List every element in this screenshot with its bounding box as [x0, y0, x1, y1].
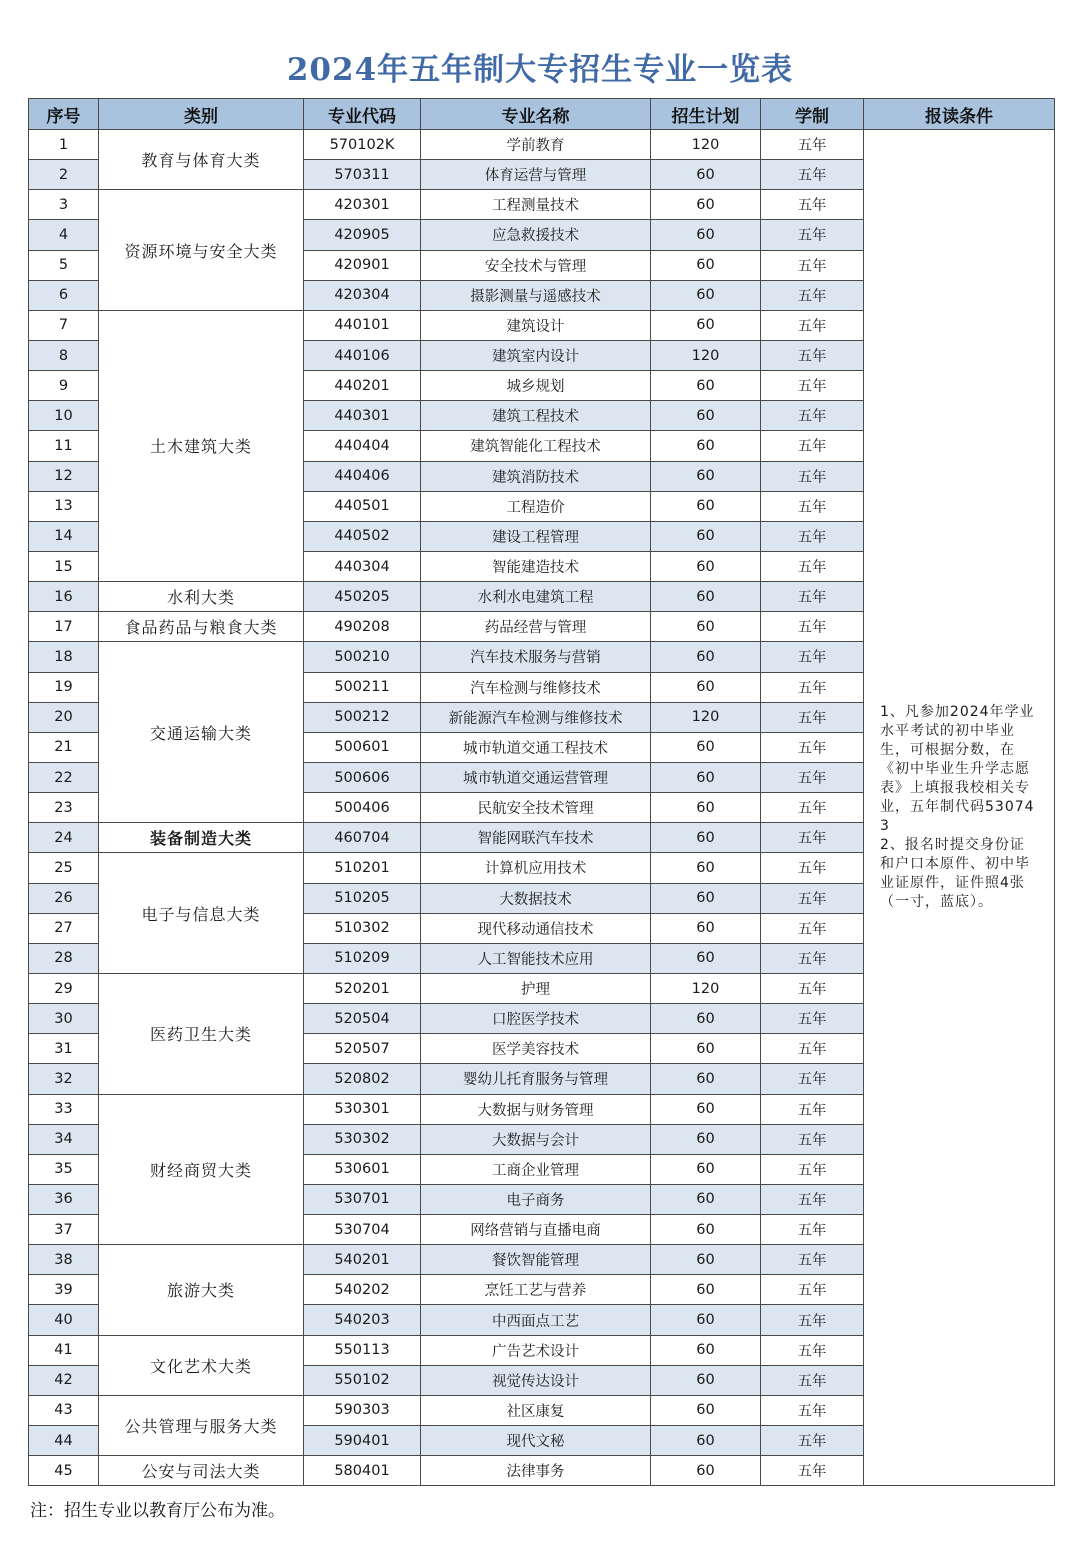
- row-plan: 60: [651, 1184, 761, 1214]
- row-seq: 35: [29, 1154, 99, 1184]
- row-code: 440304: [304, 551, 421, 581]
- row-plan: 60: [651, 431, 761, 461]
- row-seq: 17: [29, 612, 99, 642]
- header-category: 类别: [99, 99, 304, 130]
- row-seq: 13: [29, 491, 99, 521]
- row-seq: 22: [29, 762, 99, 792]
- row-duration: 五年: [761, 250, 864, 280]
- row-category: 土木建筑大类: [99, 310, 304, 581]
- row-seq: 6: [29, 280, 99, 310]
- row-code: 500210: [304, 642, 421, 672]
- row-category: 公安与司法大类: [99, 1456, 304, 1486]
- row-plan: 60: [651, 220, 761, 250]
- row-code: 420301: [304, 190, 421, 220]
- row-category: 教育与体育大类: [99, 130, 304, 190]
- row-name: 汽车检测与维修技术: [421, 672, 651, 702]
- row-seq: 10: [29, 401, 99, 431]
- row-seq: 12: [29, 461, 99, 491]
- row-category: 医药卫生大类: [99, 973, 304, 1094]
- row-duration: 五年: [761, 160, 864, 190]
- row-code: 530701: [304, 1184, 421, 1214]
- row-plan: 60: [651, 793, 761, 823]
- row-code: 450205: [304, 582, 421, 612]
- row-name: 建筑工程技术: [421, 401, 651, 431]
- row-name: 智能网联汽车技术: [421, 823, 651, 853]
- row-plan: 60: [651, 1215, 761, 1245]
- row-name: 摄影测量与遥感技术: [421, 280, 651, 310]
- row-seq: 16: [29, 582, 99, 612]
- row-category: 装备制造大类: [99, 823, 304, 853]
- row-plan: 60: [651, 732, 761, 762]
- row-seq: 26: [29, 883, 99, 913]
- row-name: 建筑智能化工程技术: [421, 431, 651, 461]
- row-duration: 五年: [761, 973, 864, 1003]
- row-duration: 五年: [761, 1215, 864, 1245]
- row-seq: 14: [29, 521, 99, 551]
- row-duration: 五年: [761, 1245, 864, 1275]
- row-code: 440201: [304, 371, 421, 401]
- row-code: 550113: [304, 1335, 421, 1365]
- row-seq: 5: [29, 250, 99, 280]
- row-code: 510302: [304, 913, 421, 943]
- row-duration: 五年: [761, 280, 864, 310]
- row-name: 民航安全技术管理: [421, 793, 651, 823]
- row-plan: 60: [651, 883, 761, 913]
- row-plan: 60: [651, 1335, 761, 1365]
- row-name: 汽车技术服务与营销: [421, 642, 651, 672]
- row-duration: 五年: [761, 1395, 864, 1425]
- row-seq: 20: [29, 702, 99, 732]
- row-duration: 五年: [761, 612, 864, 642]
- row-name: 法律事务: [421, 1456, 651, 1486]
- row-category: 食品药品与粮食大类: [99, 612, 304, 642]
- row-duration: 五年: [761, 672, 864, 702]
- row-plan: 60: [651, 582, 761, 612]
- row-code: 500212: [304, 702, 421, 732]
- row-seq: 21: [29, 732, 99, 762]
- row-code: 500211: [304, 672, 421, 702]
- row-code: 520507: [304, 1034, 421, 1064]
- row-seq: 4: [29, 220, 99, 250]
- row-code: 510209: [304, 943, 421, 973]
- row-plan: 60: [651, 1034, 761, 1064]
- row-plan: 60: [651, 280, 761, 310]
- majors-table: [28, 98, 1055, 1486]
- row-name: 广告艺术设计: [421, 1335, 651, 1365]
- row-duration: 五年: [761, 642, 864, 672]
- row-seq: 40: [29, 1305, 99, 1335]
- row-name: 烹饪工艺与营养: [421, 1275, 651, 1305]
- row-category: 公共管理与服务大类: [99, 1395, 304, 1455]
- row-duration: 五年: [761, 793, 864, 823]
- row-code: 520201: [304, 973, 421, 1003]
- row-category: 资源环境与安全大类: [99, 190, 304, 311]
- row-duration: 五年: [761, 732, 864, 762]
- row-seq: 34: [29, 1124, 99, 1154]
- row-name: 城乡规划: [421, 371, 651, 401]
- row-seq: 41: [29, 1335, 99, 1365]
- row-name: 人工智能技术应用: [421, 943, 651, 973]
- row-code: 540201: [304, 1245, 421, 1275]
- header-seq: 序号: [29, 99, 99, 130]
- table-row: [29, 130, 1055, 160]
- row-category: 文化艺术大类: [99, 1335, 304, 1395]
- row-duration: 五年: [761, 943, 864, 973]
- row-duration: 五年: [761, 1154, 864, 1184]
- row-code: 590401: [304, 1426, 421, 1456]
- row-name: 水利水电建筑工程: [421, 582, 651, 612]
- row-name: 餐饮智能管理: [421, 1245, 651, 1275]
- row-plan: 60: [651, 160, 761, 190]
- header-duration: 学制: [761, 99, 864, 130]
- row-duration: 五年: [761, 1094, 864, 1124]
- row-name: 计算机应用技术: [421, 853, 651, 883]
- row-name: 现代移动通信技术: [421, 913, 651, 943]
- row-seq: 44: [29, 1426, 99, 1456]
- row-plan: 60: [651, 853, 761, 883]
- row-seq: 18: [29, 642, 99, 672]
- row-name: 药品经营与管理: [421, 612, 651, 642]
- row-seq: 25: [29, 853, 99, 883]
- header-code: 专业代码: [304, 99, 421, 130]
- row-category: 电子与信息大类: [99, 853, 304, 974]
- row-duration: 五年: [761, 823, 864, 853]
- row-category: 财经商贸大类: [99, 1094, 304, 1245]
- row-seq: 33: [29, 1094, 99, 1124]
- row-code: 540203: [304, 1305, 421, 1335]
- row-name: 大数据与会计: [421, 1124, 651, 1154]
- row-duration: 五年: [761, 1275, 864, 1305]
- row-code: 520802: [304, 1064, 421, 1094]
- row-code: 570102K: [304, 130, 421, 160]
- row-code: 420901: [304, 250, 421, 280]
- row-seq: 8: [29, 340, 99, 370]
- header-plan: 招生计划: [651, 99, 761, 130]
- page-title: 2024年五年制大专招生专业一览表: [286, 52, 794, 88]
- row-seq: 15: [29, 551, 99, 581]
- row-duration: 五年: [761, 1335, 864, 1365]
- row-code: 570311: [304, 160, 421, 190]
- row-name: 新能源汽车检测与维修技术: [421, 702, 651, 732]
- row-plan: 60: [651, 521, 761, 551]
- table-header-row: [29, 99, 1055, 130]
- row-seq: 2: [29, 160, 99, 190]
- row-name: 体育运营与管理: [421, 160, 651, 190]
- row-plan: 60: [651, 1395, 761, 1425]
- row-duration: 五年: [761, 461, 864, 491]
- row-seq: 1: [29, 130, 99, 160]
- row-seq: 19: [29, 672, 99, 702]
- row-name: 社区康复: [421, 1395, 651, 1425]
- row-plan: 60: [651, 190, 761, 220]
- row-category: 旅游大类: [99, 1245, 304, 1335]
- row-duration: 五年: [761, 762, 864, 792]
- row-code: 500601: [304, 732, 421, 762]
- row-code: 440404: [304, 431, 421, 461]
- row-duration: 五年: [761, 582, 864, 612]
- row-code: 440502: [304, 521, 421, 551]
- row-seq: 39: [29, 1275, 99, 1305]
- row-plan: 60: [651, 1094, 761, 1124]
- row-plan: 60: [651, 1124, 761, 1154]
- row-duration: 五年: [761, 1365, 864, 1395]
- row-duration: 五年: [761, 1064, 864, 1094]
- row-name: 护理: [421, 973, 651, 1003]
- row-name: 工程造价: [421, 491, 651, 521]
- row-seq: 11: [29, 431, 99, 461]
- row-duration: 五年: [761, 1456, 864, 1486]
- row-code: 440301: [304, 401, 421, 431]
- row-name: 城市轨道交通工程技术: [421, 732, 651, 762]
- row-code: 510201: [304, 853, 421, 883]
- row-seq: 45: [29, 1456, 99, 1486]
- row-seq: 9: [29, 371, 99, 401]
- row-duration: 五年: [761, 130, 864, 160]
- row-plan: 60: [651, 1426, 761, 1456]
- row-duration: 五年: [761, 1426, 864, 1456]
- row-plan: 120: [651, 702, 761, 732]
- row-plan: 60: [651, 1365, 761, 1395]
- row-seq: 32: [29, 1064, 99, 1094]
- row-name: 大数据技术: [421, 883, 651, 913]
- row-name: 学前教育: [421, 130, 651, 160]
- row-code: 530301: [304, 1094, 421, 1124]
- row-seq: 29: [29, 973, 99, 1003]
- row-plan: 60: [651, 762, 761, 792]
- row-duration: 五年: [761, 310, 864, 340]
- row-plan: 60: [651, 310, 761, 340]
- admission-conditions: 1、凡参加2024年学业水平考试的初中毕业生，可根据分数，在《初中毕业生升学志愿表》上填报我校相关专业，五年制代码530743 2、报名时提交身份证和户口本原件、初中毕业证原件，证件照4张（一寸，蓝底）。: [864, 130, 1055, 1486]
- row-duration: 五年: [761, 1124, 864, 1154]
- row-seq: 24: [29, 823, 99, 853]
- row-name: 工程测量技术: [421, 190, 651, 220]
- row-plan: 60: [651, 401, 761, 431]
- row-name: 工商企业管理: [421, 1154, 651, 1184]
- row-name: 网络营销与直播电商: [421, 1215, 651, 1245]
- row-seq: 36: [29, 1184, 99, 1214]
- row-plan: 120: [651, 130, 761, 160]
- row-duration: 五年: [761, 220, 864, 250]
- row-seq: 43: [29, 1395, 99, 1425]
- row-duration: 五年: [761, 1034, 864, 1064]
- row-name: 建筑设计: [421, 310, 651, 340]
- row-name: 口腔医学技术: [421, 1004, 651, 1034]
- row-name: 应急救援技术: [421, 220, 651, 250]
- footnote: 注：招生专业以教育厅公布为准。: [30, 1501, 285, 1521]
- row-duration: 五年: [761, 1184, 864, 1214]
- row-code: 440101: [304, 310, 421, 340]
- row-seq: 23: [29, 793, 99, 823]
- table-body: [29, 130, 1055, 1486]
- row-code: 510205: [304, 883, 421, 913]
- row-plan: 60: [651, 1275, 761, 1305]
- row-name: 视觉传达设计: [421, 1365, 651, 1395]
- row-plan: 60: [651, 551, 761, 581]
- row-plan: 60: [651, 371, 761, 401]
- row-seq: 31: [29, 1034, 99, 1064]
- row-code: 540202: [304, 1275, 421, 1305]
- row-duration: 五年: [761, 431, 864, 461]
- row-duration: 五年: [761, 551, 864, 581]
- row-duration: 五年: [761, 371, 864, 401]
- row-code: 490208: [304, 612, 421, 642]
- row-name: 城市轨道交通运营管理: [421, 762, 651, 792]
- row-name: 建筑消防技术: [421, 461, 651, 491]
- row-code: 590303: [304, 1395, 421, 1425]
- row-plan: 60: [651, 823, 761, 853]
- row-duration: 五年: [761, 491, 864, 521]
- row-name: 大数据与财务管理: [421, 1094, 651, 1124]
- row-duration: 五年: [761, 1004, 864, 1034]
- row-duration: 五年: [761, 853, 864, 883]
- row-code: 500606: [304, 762, 421, 792]
- row-name: 建设工程管理: [421, 521, 651, 551]
- row-plan: 60: [651, 491, 761, 521]
- row-plan: 60: [651, 461, 761, 491]
- row-seq: 38: [29, 1245, 99, 1275]
- row-plan: 60: [651, 612, 761, 642]
- row-code: 440106: [304, 340, 421, 370]
- row-seq: 28: [29, 943, 99, 973]
- row-code: 500406: [304, 793, 421, 823]
- row-seq: 42: [29, 1365, 99, 1395]
- row-plan: 60: [651, 1305, 761, 1335]
- row-code: 440501: [304, 491, 421, 521]
- row-duration: 五年: [761, 190, 864, 220]
- row-duration: 五年: [761, 702, 864, 732]
- row-code: 550102: [304, 1365, 421, 1395]
- row-duration: 五年: [761, 883, 864, 913]
- row-plan: 60: [651, 1456, 761, 1486]
- row-category: 水利大类: [99, 582, 304, 612]
- row-name: 建筑室内设计: [421, 340, 651, 370]
- row-duration: 五年: [761, 401, 864, 431]
- row-seq: 37: [29, 1215, 99, 1245]
- row-plan: 60: [651, 1154, 761, 1184]
- row-plan: 60: [651, 1004, 761, 1034]
- row-seq: 27: [29, 913, 99, 943]
- row-code: 530704: [304, 1215, 421, 1245]
- row-name: 安全技术与管理: [421, 250, 651, 280]
- row-plan: 60: [651, 672, 761, 702]
- row-name: 现代文秘: [421, 1426, 651, 1456]
- row-plan: 60: [651, 250, 761, 280]
- row-seq: 30: [29, 1004, 99, 1034]
- row-code: 580401: [304, 1456, 421, 1486]
- row-duration: 五年: [761, 913, 864, 943]
- row-code: 520504: [304, 1004, 421, 1034]
- row-plan: 60: [651, 642, 761, 672]
- row-plan: 60: [651, 1245, 761, 1275]
- row-category: 交通运输大类: [99, 642, 304, 823]
- row-plan: 120: [651, 340, 761, 370]
- row-plan: 60: [651, 1064, 761, 1094]
- row-duration: 五年: [761, 340, 864, 370]
- row-code: 420304: [304, 280, 421, 310]
- row-name: 医学美容技术: [421, 1034, 651, 1064]
- row-name: 婴幼儿托育服务与管理: [421, 1064, 651, 1094]
- row-duration: 五年: [761, 1305, 864, 1335]
- row-plan: 60: [651, 943, 761, 973]
- row-name: 智能建造技术: [421, 551, 651, 581]
- row-seq: 3: [29, 190, 99, 220]
- row-plan: 120: [651, 973, 761, 1003]
- row-code: 530302: [304, 1124, 421, 1154]
- row-code: 420905: [304, 220, 421, 250]
- header-conditions: 报读条件: [864, 99, 1055, 130]
- row-name: 电子商务: [421, 1184, 651, 1214]
- row-code: 440406: [304, 461, 421, 491]
- header-name: 专业名称: [421, 99, 651, 130]
- row-code: 460704: [304, 823, 421, 853]
- row-code: 530601: [304, 1154, 421, 1184]
- row-name: 中西面点工艺: [421, 1305, 651, 1335]
- row-seq: 7: [29, 310, 99, 340]
- row-duration: 五年: [761, 521, 864, 551]
- row-plan: 60: [651, 913, 761, 943]
